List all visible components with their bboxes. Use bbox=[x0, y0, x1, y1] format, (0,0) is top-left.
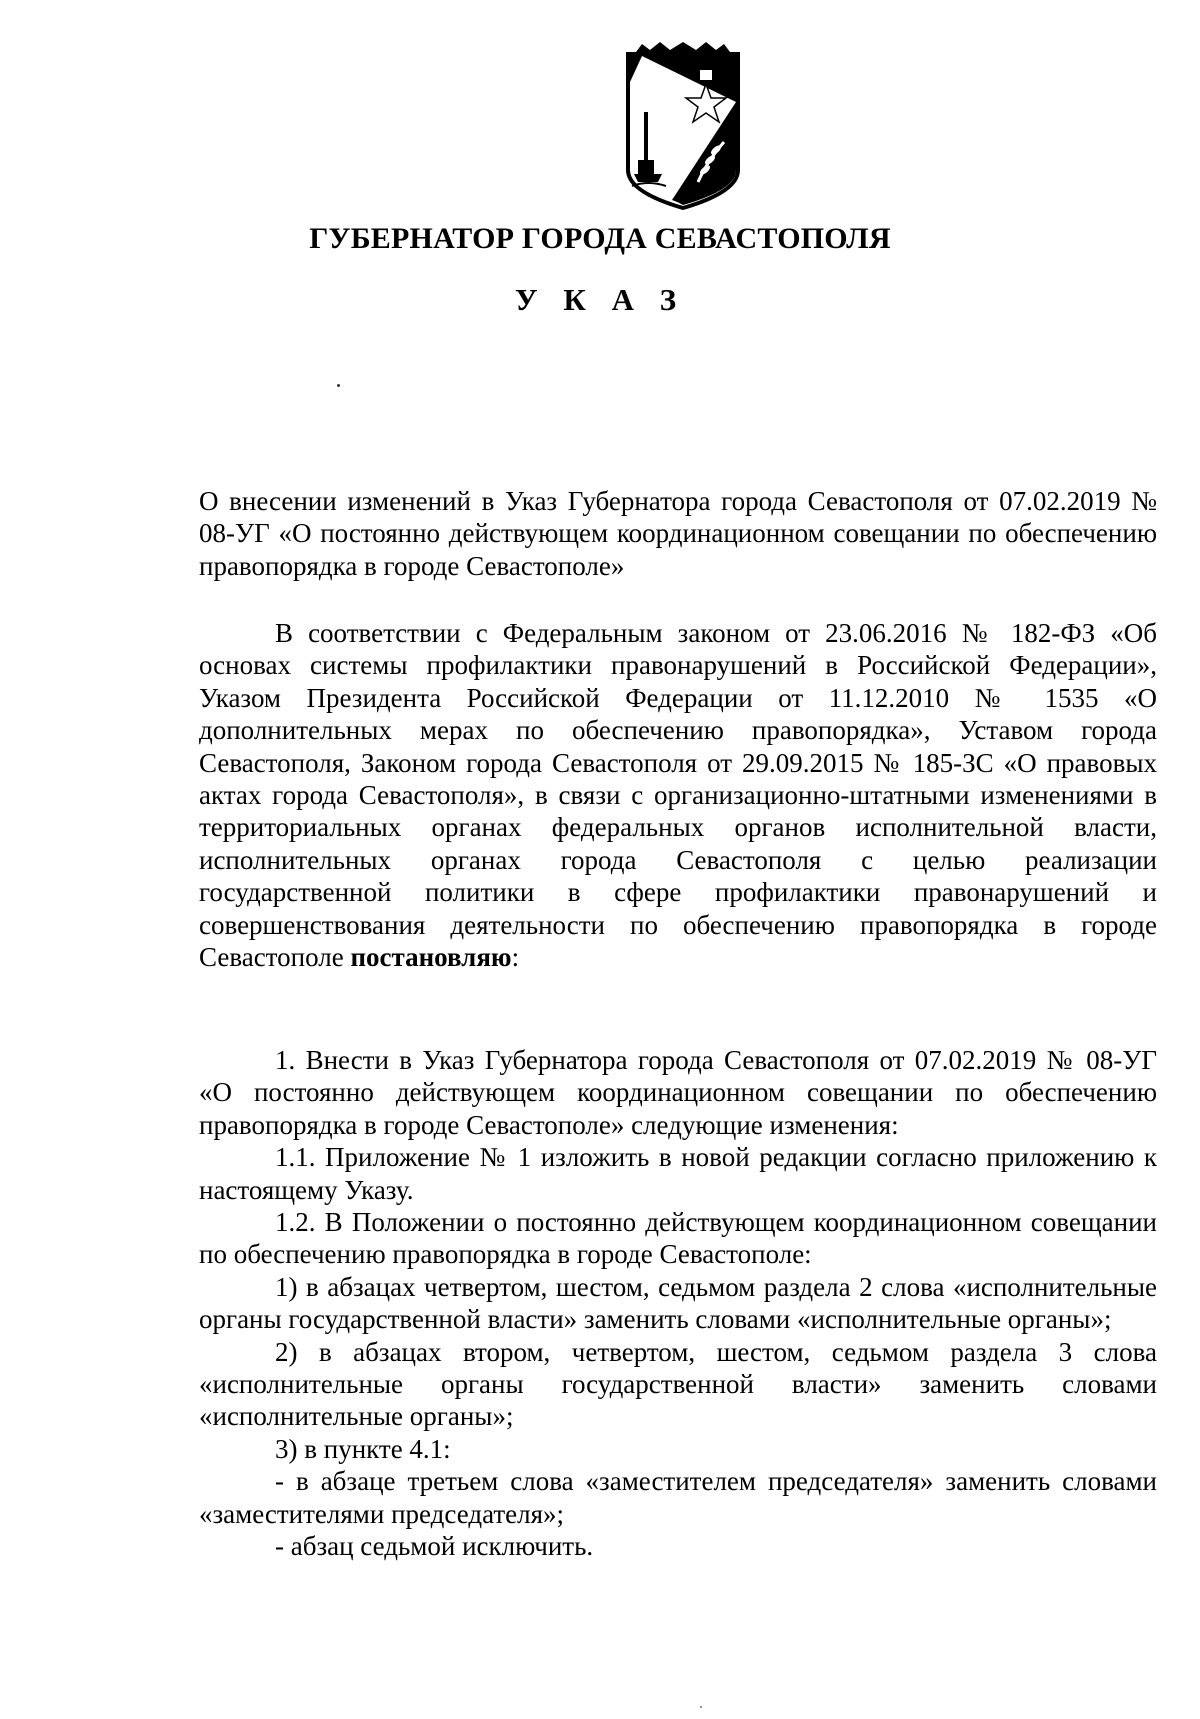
decree-preamble bbox=[199, 617, 1157, 973]
item-1-2-subitem-3: 3) в пункте 4.1: bbox=[275, 1433, 451, 1464]
preamble-text: В соответствии с Федеральным законом от 23.06.2016 № 182-ФЗ «Об основах системы профилактики правонарушений в Российской Федерации», Указом Президента Российской Федерации от 11.12.2010 № 1535 «О дополнительных мерах по обеспечению правопорядка», Уставом города Севастополя, Законом города Севастополя от 29.09.2015 № 185-ЗС «О правовых актах города Севастополя», в связи с организационно-штатными изменениями в территориальных органах федеральных органов исполнительной власти, исполнительных органах города Севастополя с целью реализации государственной политики в сфере профилактики правонарушений и совершенствования деятельности по обеспечению правопорядка в городе Севастополе bbox=[199, 618, 1157, 973]
item-1-2-subitem-2: 2) в абзацах втором, четвертом, шестом, седьмом раздела 3 слова «исполнительные органы государственной власти» заменить словами «исполнительные органы»; bbox=[199, 1336, 1157, 1432]
item-1-2: 1.2. В Положении о постоянно действующем координационном совещании по обеспечению правопорядка в городе Севастополе: bbox=[199, 1207, 1157, 1270]
item-1: 1. Внести в Указ Губернатора города Севастополя от 07.02.2019 № 08-УГ «О постоянно действующем координационном совещании по обеспечению правопорядка в городе Севастополе» следующие изменения: bbox=[199, 1045, 1157, 1140]
decree-word: постановляю bbox=[350, 942, 512, 973]
item-1-2-subitem-3-dash-1: - в абзаце третьем слова «заместителем председателя» заменить словами «заместителями председателя»; bbox=[199, 1466, 1157, 1529]
decree-subject: О внесении изменений в Указ Губернатора города Севастополя от 07.02.2019 № 08-УГ «О постоянно действующем координационном совещании по обеспечению правопорядка в городе Севастополе» bbox=[199, 486, 1157, 581]
document-type: У К А З bbox=[514, 282, 686, 317]
item-1-2-subitem-1: 1) в абзацах четвертом, шестом, седьмом раздела 2 слова «исполнительные органы государственной власти» заменить словами «исполнительные органы»; bbox=[199, 1271, 1157, 1335]
issuing-authority: ГУБЕРНАТОР ГОРОДА СЕВАСТОПОЛЯ bbox=[309, 222, 891, 255]
scan-speck bbox=[700, 1706, 702, 1708]
item-1-2-subitem-3-dash-2: - абзац седьмой исключить. bbox=[275, 1531, 594, 1562]
scan-speck bbox=[337, 384, 340, 387]
decree-items bbox=[199, 1044, 1157, 1563]
item-1-1: 1.1. Приложение № 1 изложить в новой редакции согласно приложению к настоящему Указу. bbox=[199, 1142, 1157, 1205]
sevastopol-coat-of-arms-icon bbox=[620, 42, 746, 210]
preamble-colon: : bbox=[511, 942, 520, 973]
